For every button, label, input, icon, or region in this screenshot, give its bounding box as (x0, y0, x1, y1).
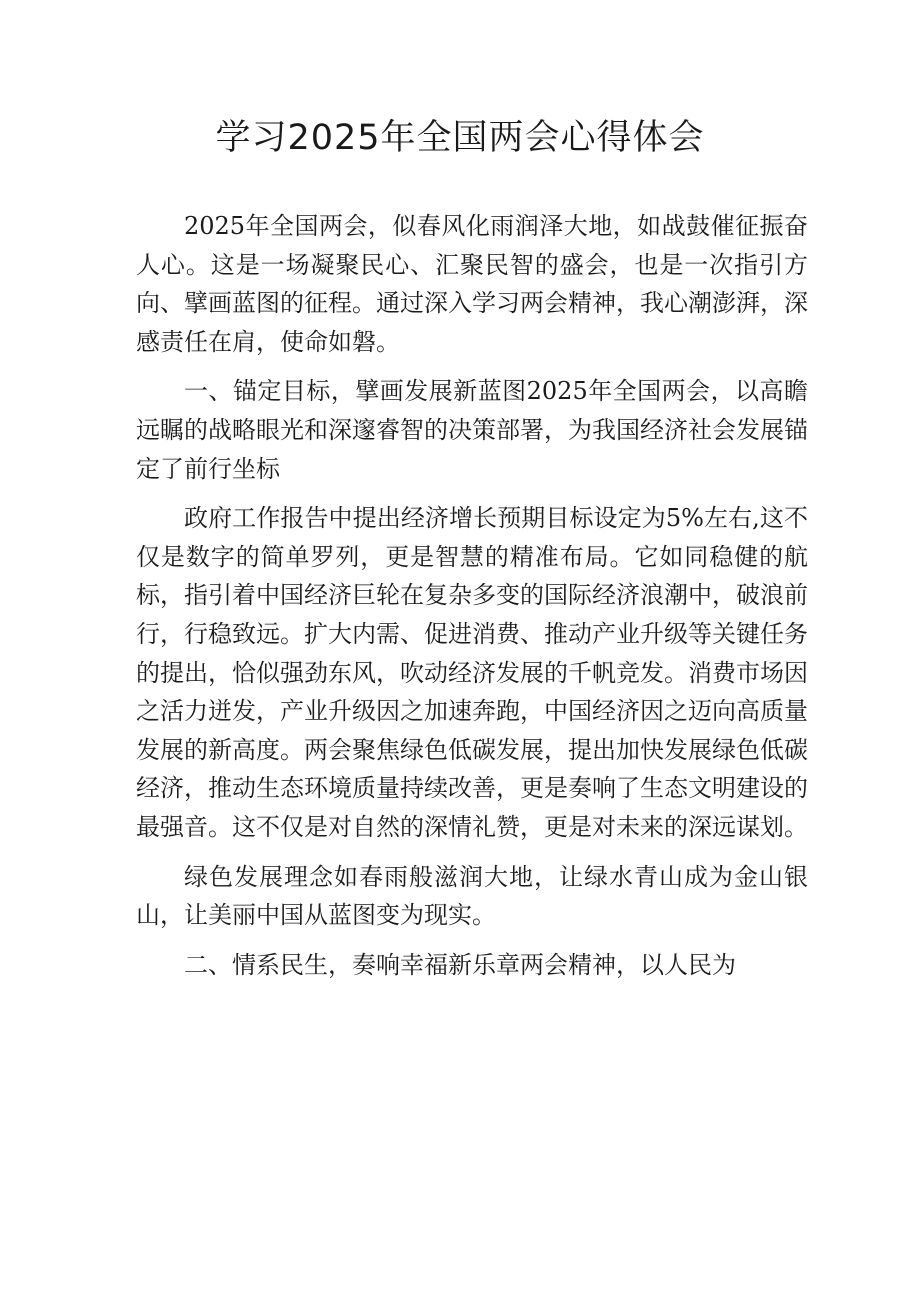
document-body (136, 207, 808, 995)
document-title: 学习2025年全国两会心得体会 (215, 118, 705, 158)
paragraph-section-two-heading: 二、情系民生，奏响幸福新乐章两会精神，以人民为 (184, 950, 736, 979)
paragraph-intro: 2025年全国两会，似春风化雨润泽大地，如战鼓催征振奋人心。这是一场凝聚民心、汇聚民智的盛会，也是一次指引方向、擘画蓝图的征程。通过深入学习两会精神，我心潮澎湃，深感责任在肩，使命如磐。 (136, 212, 808, 356)
paragraph-section-one-heading: 一、锚定目标，擘画发展新蓝图2025年全国两会，以高瞻远瞩的战略眼光和深邃睿智的决策部署，为我国经济社会发展锚定了前行坐标 (136, 377, 808, 483)
paragraph-green-development: 绿色发展理念如春雨般滋润大地，让绿水青山成为金山银山，让美丽中国从蓝图变为现实。 (136, 862, 808, 930)
paragraph-economy: 政府工作报告中提出经济增长预期目标设定为5%左右,这不仅是数字的简单罗列，更是智慧的精准布局。它如同稳健的航标，指引着中国经济巨轮在复杂多变的国际经济浪潮中，破浪前行，行稳致远。扩大内需、促进消费、推动产业升级等关键任务的提出，恰似强劲东风，吹动经济发展的千帆竞发。消费市场因之活力迸发，产业升级因之加速奔跑，中国经济因之迈向高质量发展的新高度。两会聚焦绿色低碳发展，提出加快发展绿色低碳经济，推动生态环境质量持续改善，更是奏响了生态文明建设的最强音。这不仅是对自然的深情礼赞，更是对未来的深远谋划。 (136, 504, 808, 841)
